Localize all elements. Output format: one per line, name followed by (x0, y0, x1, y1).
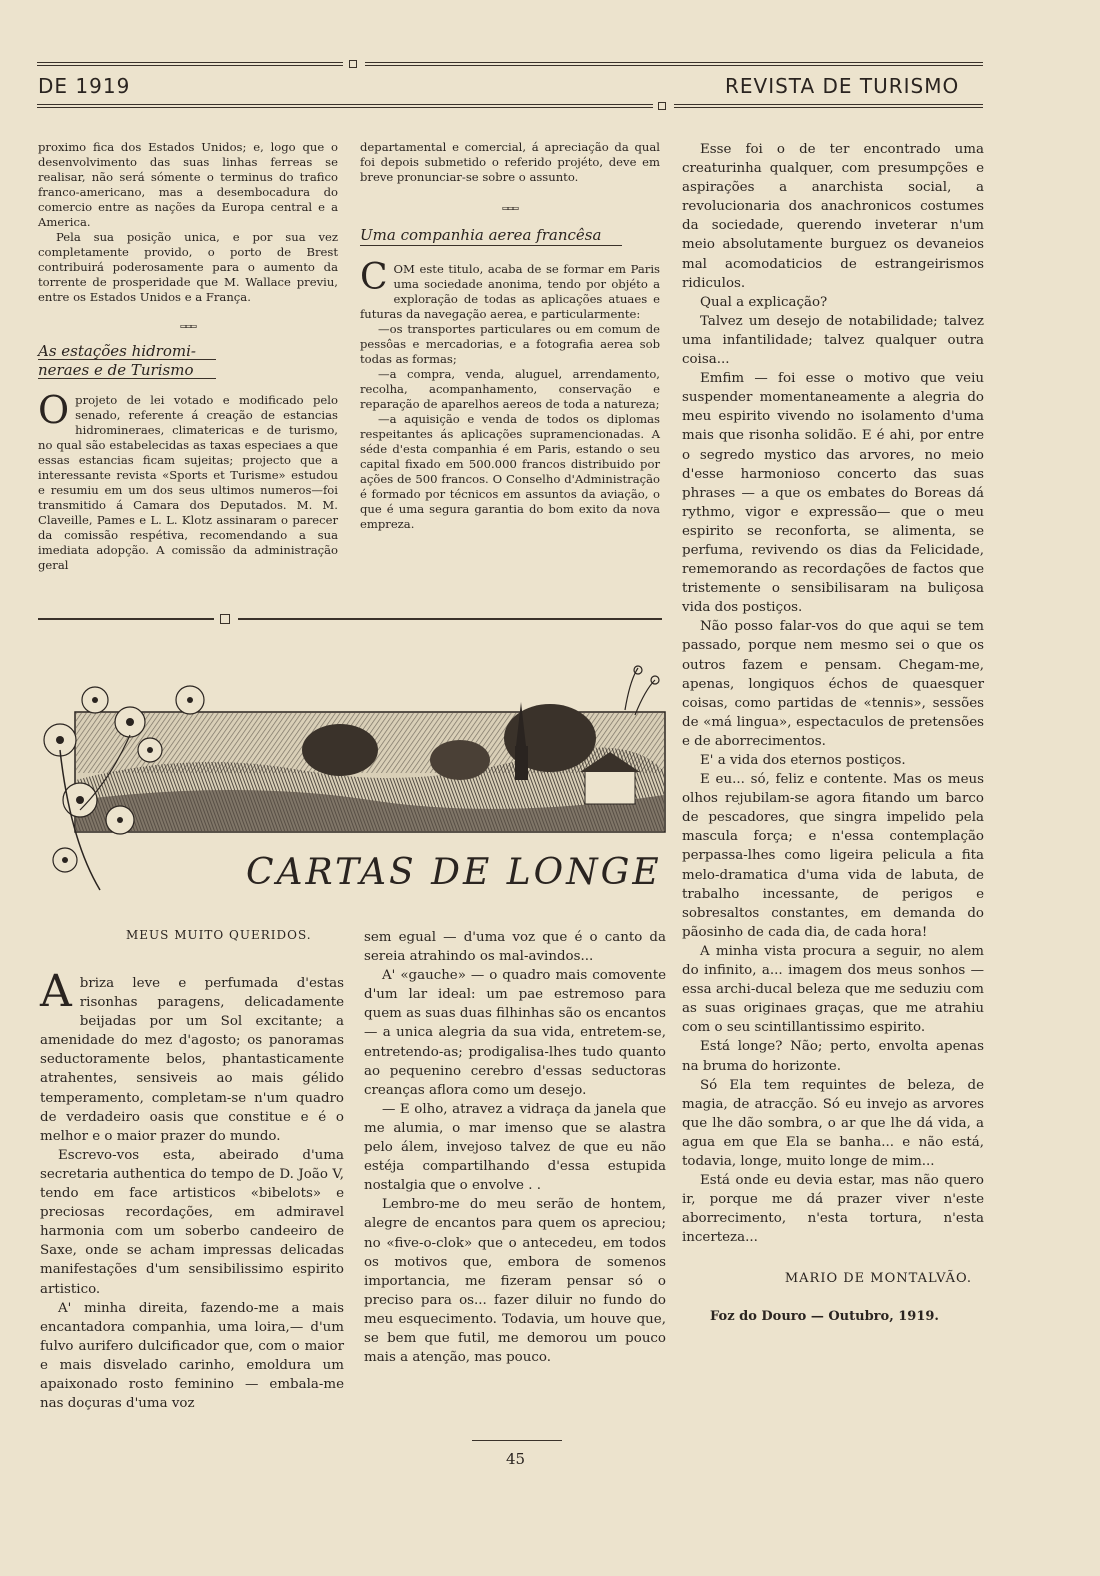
column-2 (360, 140, 660, 532)
cartas-left-lead (40, 966, 344, 1146)
cartas-middle-column (364, 928, 666, 1367)
dateline: Foz do Douro — Outubro, 1919. (710, 1308, 939, 1324)
header-bottom-rule-right (674, 104, 983, 108)
col3-paragraph-2: Qual a explicação? (700, 294, 828, 310)
col3-paragraph-6: E' a vida dos eternos postiços. (700, 753, 906, 768)
section-heading-companhia: Uma companhia aerea francêsa (360, 228, 622, 246)
mid-rule-right (238, 618, 662, 620)
section-heading-line-2: neraes e de Turismo (38, 363, 216, 379)
cartas-middle-paragraph-2: A' «gauche» — o quadro mais comovente d'um lar ideal: um pae estremoso para quem as suas duas filhinhas são os encantos — a unica alegria da sua vida, entretem-se, entretendo-as; prodigalisa-lhes tudo quanto ao pequenino cerebro d'essas seductoras creanças aflora como um desejo. (364, 968, 666, 1098)
footer-rule (472, 1440, 562, 1441)
article-title: CARTAS DE LONGE (246, 852, 662, 893)
section-heading-line-1: As estações hidromi- (38, 344, 216, 360)
col2-paragraph-2: OM este titulo, acaba de se formar em Paris uma sociedade anonima, tendo por objéto a exploração de todas as aplicações atuaes e futuras da navegação aerea, e particularmente: (360, 262, 660, 321)
col3-paragraph-1: Esse foi o de ter encontrado uma creaturinha qualquer, com presumpções e aspirações a anarchista social, a revolucionaria dos anachronicos costumes da sociedade, querendo inveterar n'um meio absolutamente burguez os devaneios mal acomodaticios de estrangeirismos ridiculos. (682, 142, 984, 291)
column-1 (38, 140, 338, 573)
mid-rule-left (38, 618, 214, 620)
header-left: DE 1919 (38, 74, 131, 98)
col3-paragraph-9: Está longe? Não; perto, envolta apenas na bruma do horizonte. (682, 1039, 984, 1074)
dropcap-a: A (40, 966, 72, 1017)
salutation: MEUS MUITO QUERIDOS. (126, 928, 312, 942)
section-heading-estacoes (38, 344, 338, 379)
column-3 (682, 140, 984, 1326)
col3-paragraph-3: Talvez um desejo de notabilidade; talvez uma infantilidade; talvez qualquer outra coisa... (682, 313, 984, 368)
col3-paragraph-8: A minha vista procura a seguir, no alem do infinito, a... imagem dos meus sonhos — essa archi-ducal beleza que me seduziu com as suas originaes graças, que me atrahiu com o seu scintillantissimo espirito. (682, 943, 984, 1036)
cartas-middle-paragraph-1: sem egual — d'uma voz que é o canto da sereia atrahindo os mal-avindos... (364, 930, 666, 965)
cartas-middle-paragraph-3: — E olho, atravez a vidraça da janela que me alumia, o mar imenso que se alastra pelo álem, invejoso talvez de que eu não estéja compartilhando d'essa estupida nostalgia que o envolve . . (364, 1101, 666, 1194)
col2-paragraph-4: —a compra, venda, aluguel, arrendamento, recolha, acompanhamento, conservação e reparação de aparelhos aereos de toda a natureza; (360, 367, 660, 411)
dropcap-o: O (38, 388, 70, 432)
mid-ornament-square (220, 614, 230, 624)
cartas-left-paragraph-3: A' minha direita, fazendo-me a mais encantadora companhia, uma loira,— d'um fulvo aurifero dulcificador que, com o maior e mais disvelado carinho, emoldura um apaixonado rosto feminino — embala-me nas doçuras d'uma voz (40, 1300, 344, 1412)
col3-paragraph-10: Só Ela tem requintes de beleza, de magia, de atracção. Só eu invejo as arvores que lhe dão sombra, o ar que lhe dá vida, a agua em que Ela se banha... e não está, todavia, longe, muito longe de mim... (682, 1077, 984, 1169)
col2-lead-block (360, 257, 660, 322)
col1-paragraph-1: proximo fica dos Estados Unidos; e, logo que o desenvolvimento das suas linhas ferreas se realisar, não será sómente o terminus do trafico franco-americano, mas a desembocadura do comercio entre as nações da Europa central e a America. (38, 140, 338, 229)
col2-ornament: ▭▭▭ (502, 203, 518, 214)
header-ornament-square (349, 60, 357, 68)
col1-paragraph-2: Pela sua posição unica, e por sua vez completamente provido, o porto de Brest contribuirá poderosamente para o aumento da torrente de prosperidade que M. Wallace previu, entre os Estados Unidos e a França. (38, 230, 338, 304)
col3-paragraph-5: Não posso falar-vos do que aqui se tem passado, porque nem mesmo sei o que os outros fazem e pensam. Chegam-me, apenas, longiquos échos de quaesquer coisas, como partidas de «tennis», sessões de «má lingua», espectaculos de pretensões e de aborrecimentos. (682, 619, 984, 749)
col2-paragraph-5: —a aquisição e venda de todos os diplomas respeitantes ás aplicações supramencionadas. A séde d'esta companhia é em Paris, estando o seu capital fixado em 500.000 francos distribuido por ações de 500 francos. O Conselho d'Administração é formado por técnicos em assuntos da aviação, o que é uma segura garantia do bom exito da nova empreza. (360, 412, 660, 531)
col3-paragraph-4: Emfim — foi esse o motivo que veiu suspender momentaneamente a alegria do meu espirito vivendo no isolamento d'uma mais que risonha solidão. E é ahi, por entre o segredo mystico das arvores, no meio d'esse harmonioso concerto das suas phrases — a que os embates do Boreas dá rythmo, vigor e expressão— que o meu espirito se reconforta, se alimenta, se perfuma, revivendo os dias da Felicidade, rememorando as recordações de factos que tristemente o sensibilisaram na buliçosa vida dos postiços. (682, 371, 984, 616)
cartas-left-column (40, 966, 344, 1413)
dropcap-c: C (360, 257, 388, 298)
header-bottom-rule-left (37, 104, 653, 108)
col3-paragraph-7: E eu... só, feliz e contente. Mas os meus olhos rejubilam-se agora fitando um barco de pescadores, que singra impelido pela mascula força; e n'essa contemplação perpassa-lhes como ligeira pelicula a fita melo-dramatica d'uma vida de labuta, de trabalho incessante, de perigos e sobresaltos constantes, em demanda do pãosinho de cada dia, de cada hora! (682, 772, 984, 940)
signature: MARIO DE MONTALVÃO. (784, 1271, 972, 1287)
col1-lead-block (38, 388, 338, 573)
col1-ornament: ▭▭▭ (180, 321, 196, 332)
page-number: 45 (506, 1450, 526, 1468)
cartas-left-paragraph-1: briza leve e perfumada d'estas risonhas paragens, delicadamente beijadas por um Sol excitante; a amenidade do mez d'agosto; os panoramas seductoramente belos, phantasticamente atrahentes, sensiveis ao mais gélido temperamento, completam-se n'um quadro de verdadeiro oasis que constitue e é o melhor e o maior prazer do mundo. (40, 976, 344, 1144)
col2-paragraph-3: —os transportes particulares ou em comum de pessôas e mercadorias, e a fotografia aerea sob todas as formas; (360, 322, 660, 366)
cartas-left-paragraph-2: Escrevo-vos esta, abeirado d'uma secretaria authentica do tempo de D. João V, tendo em face artisticos «bibelots» e preciosas recordações, em admiravel harmonia com um soberbo candeeiro de Saxe, onde se acham impressas delicadas manifestações d'um sensibilissimo espirito artistico. (40, 1147, 344, 1297)
header-right: REVISTA DE TURISMO (725, 74, 960, 98)
col2-paragraph-1: departamental e comercial, á apreciação da qual foi depois submetido o referido projéto, deve em breve pronunciar-se sobre o assunto. (360, 140, 660, 184)
header-top-rule-right (365, 62, 983, 66)
header-top-rule-left (37, 62, 343, 66)
cartas-middle-paragraph-4: Lembro-me do meu serão de hontem, alegre de encantos para quem os apreciou; no «five-o-clok» que o antecedeu, em todos os motivos que, embora de somenos importancia, me fizeram pensar só o preciso para os... fazer diluir no fundo do meu esquecimento. Todavia, um houve que, se bem que futil, me demorou um pouco mais a atenção, mas pouco. (364, 1197, 666, 1366)
col1-paragraph-3: projeto de lei votado e modificado pelo senado, referente á creação de estancias hidromineraes, climatericas e de turismo, no qual são estabelecidas as taxas especiaes a que essas estancias ficam sujeitas; projecto que a interessante revista «Sports et Turisme» estudou e resumiu em um dos seus ultimos numeros—foi transmitido á Camara dos Deputados. M. M. Claveille, Pames e L. L. Klotz assinaram o parecer da comissão respétiva, recomendando a sua imediata adopção. A comissão da administração geral (38, 393, 338, 572)
col3-paragraph-11: Está onde eu devia estar, mas não quero ir, porque me dá prazer viver n'este aborrecimento, n'esta tortura, n'esta incerteza... (682, 1173, 984, 1246)
header-ornament-square-2 (658, 102, 666, 110)
